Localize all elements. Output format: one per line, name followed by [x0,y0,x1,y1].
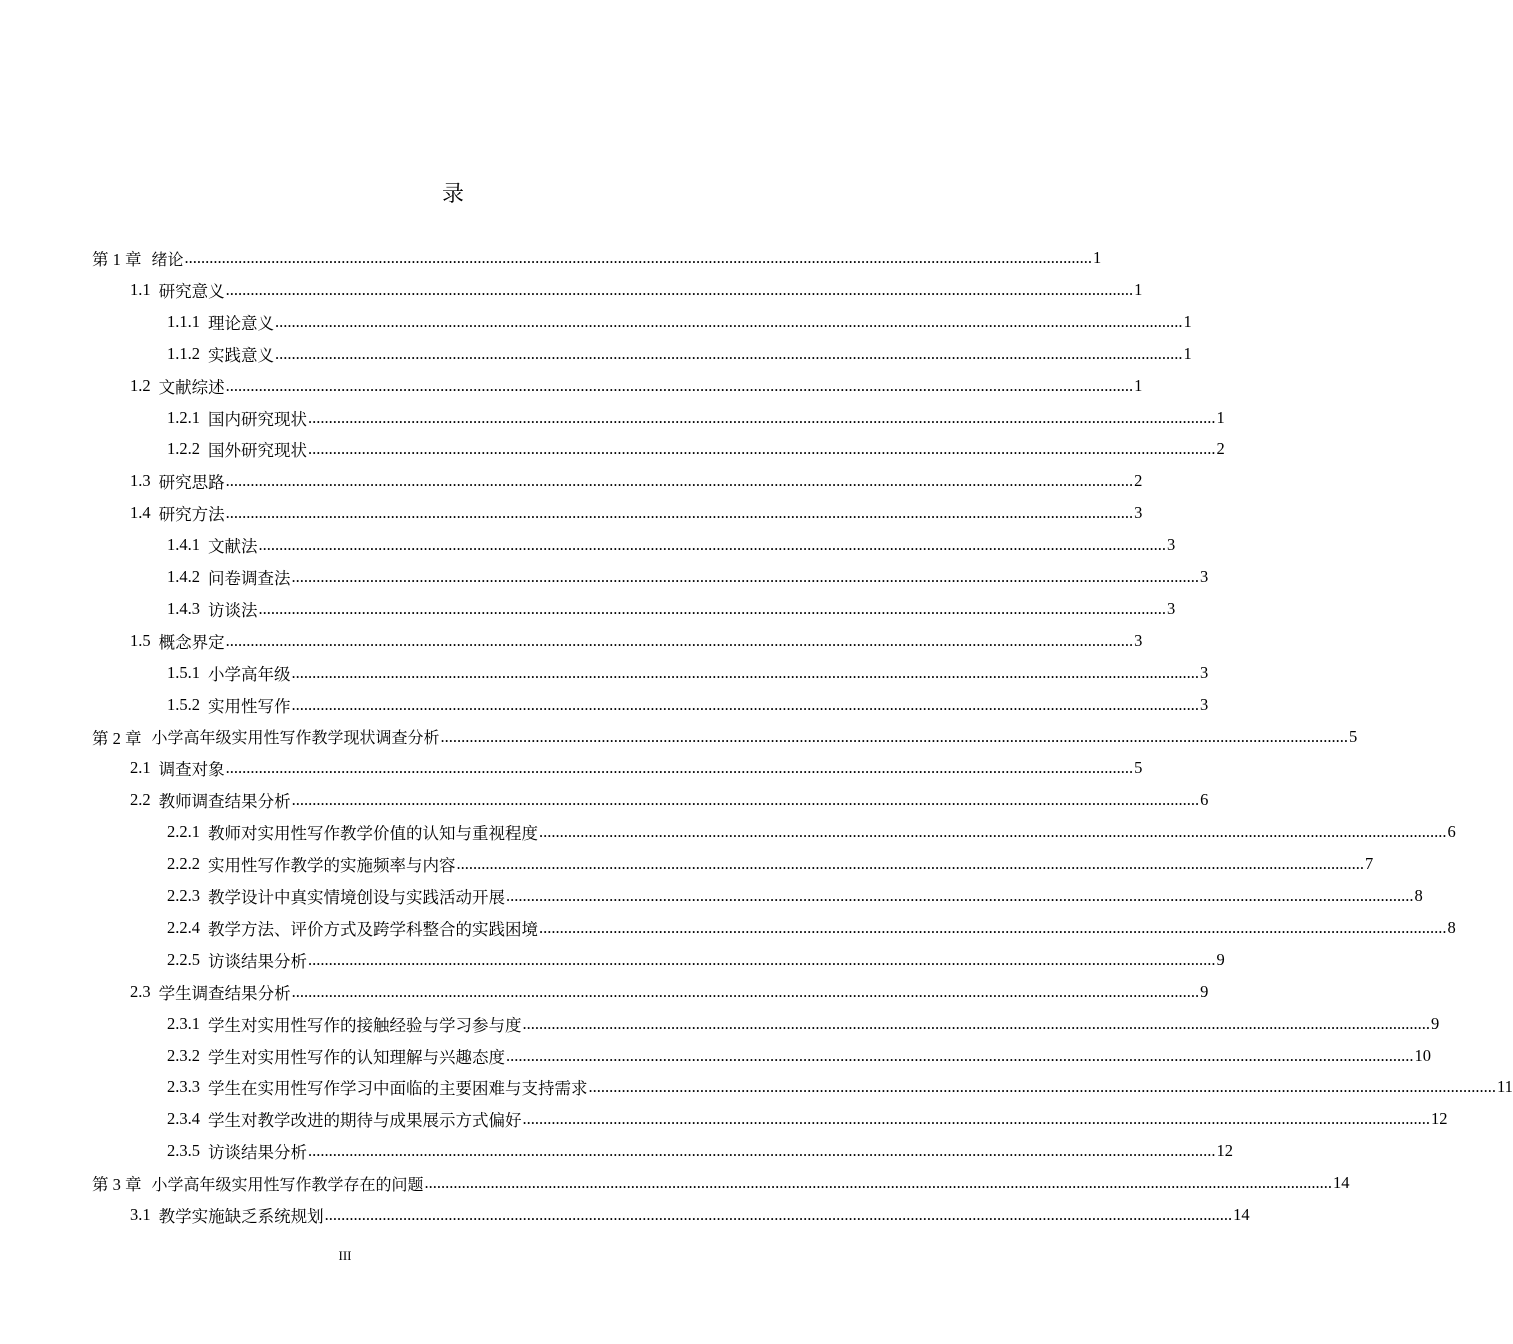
dot-leader: ............................................................................................................................................................................................................................ [258,535,1166,555]
dot-leader: ............................................................................................................................................................................................................................ [184,248,1093,267]
toc-entry-page: 3 [1167,598,1176,618]
toc-entry[interactable] [167,1135,1233,1167]
dot-leader: ............................................................................................................................................................................................................................ [225,375,1134,395]
toc-entry-number: 2.2.2 [167,854,200,874]
dot-leader: ............................................................................................................................................................................................................................ [308,949,1216,969]
toc-entry-page: 9 [1200,981,1209,1001]
toc-entry[interactable] [167,816,1456,848]
toc-entry[interactable] [167,593,1176,625]
toc-entry-label: 学生对实用性写作的接触经验与学习参与度 [208,1015,522,1035]
toc-entry-number: 1.2.2 [167,439,200,459]
toc-entry-label: 研究意义 [158,281,225,301]
toc-entry-page: 12 [1431,1109,1448,1129]
toc-entry-page: 1 [1183,343,1192,363]
toc-entry-page: 1 [1093,248,1102,267]
toc-entry[interactable] [130,465,1143,497]
toc-entry-page: 1 [1134,375,1143,395]
toc-entry-page: 3 [1134,630,1143,650]
toc-entry-page: 14 [1233,1205,1250,1224]
dot-leader: ............................................................................................................................................................................................................................ [424,1173,1333,1193]
toc-entry[interactable] [167,880,1423,912]
toc-entry-page: 2 [1216,439,1225,459]
toc-entry-label: 理论意义 [208,313,274,333]
toc-entry-number: 第 2 章 [92,728,142,748]
toc-entry-label: 访谈结果分析 [208,1143,307,1163]
toc-entry-number: 2.1 [130,758,151,778]
toc-entry[interactable] [130,784,1209,816]
toc-entry[interactable] [167,1040,1431,1072]
toc-entry-page: 3 [1200,694,1209,714]
toc-entry-page: 8 [1447,917,1456,937]
toc-entry-number: 3.1 [130,1205,151,1224]
toc-entry-label: 教学实施缺乏系统规划 [158,1207,324,1226]
dot-leader: ............................................................................................................................................................................................................................ [291,790,1200,810]
toc-entry-page: 14 [1333,1173,1350,1193]
toc-entry[interactable] [167,944,1225,976]
toc-entry[interactable] [167,306,1192,338]
dot-leader: ............................................................................................................................................................................................................................ [456,854,1364,874]
toc-entry-number: 2.3.4 [167,1109,200,1129]
dot-leader: ............................................................................................................................................................................................................................ [225,630,1134,650]
dot-leader: ............................................................................................................................................................................................................................ [225,471,1134,491]
toc-entry[interactable] [130,976,1209,1008]
toc-entry-label: 研究方法 [158,505,225,525]
toc-entry-label: 实践意义 [208,345,274,365]
toc-entry-number: 2.3 [130,981,151,1001]
dot-leader: ............................................................................................................................................................................................................................ [588,1077,1496,1097]
toc-entry-page: 1 [1134,279,1143,299]
toc-entry-label: 访谈结果分析 [208,951,307,971]
toc-entry-label: 国内研究现状 [208,409,307,429]
toc-entry[interactable] [130,1199,1250,1231]
toc-entry-label: 文献综述 [158,377,225,397]
toc-entry-number: 2.2.3 [167,886,200,905]
dot-leader: ............................................................................................................................................................................................................................ [291,662,1199,682]
toc-entry-label: 小学高年级实用性写作教学现状调查分析 [151,728,440,747]
toc-entry-number: 1.4.1 [167,535,200,555]
toc-entry-page: 5 [1349,726,1358,746]
toc-entry-label: 学生调查结果分析 [158,983,291,1003]
toc-entry-page: 1 [1216,407,1225,427]
toc-entry[interactable] [130,274,1143,306]
toc-entry[interactable] [167,689,1209,721]
toc-entry-number: 2.2 [130,790,151,810]
toc-entry-page: 9 [1216,949,1225,969]
dot-leader: ............................................................................................................................................................................................................................ [291,981,1200,1001]
dot-leader: ............................................................................................................................................................................................................................ [308,439,1216,459]
toc-entry[interactable] [167,912,1456,944]
toc-entry-page: 12 [1216,1141,1233,1161]
toc-entry-page: 2 [1134,471,1143,491]
toc-entry-label: 概念界定 [158,632,225,652]
toc-entry-label: 实用性写作 [208,696,291,716]
toc-entry-label: 实用性写作教学的实施频率与内容 [208,856,456,876]
toc-entry-number: 第 1 章 [92,250,142,269]
toc-entry-number: 1.5.1 [167,662,200,682]
toc-entry-page: 3 [1200,662,1209,682]
dot-leader: ............................................................................................................................................................................................................................ [522,1109,1430,1129]
dot-leader: ............................................................................................................................................................................................................................ [275,311,1183,331]
dot-leader: ............................................................................................................................................................................................................................ [308,1141,1216,1161]
toc-entry-label: 教学方法、评价方式及跨学科整合的实践困境 [208,919,538,939]
toc-entry-label: 学生在实用性写作学习中面临的主要困难与支持需求 [208,1079,588,1099]
toc-title: 录 [441,182,464,207]
toc-entry-number: 1.5.2 [167,694,200,714]
toc-entry-number: 2.3.3 [167,1077,200,1097]
toc-entry-label: 学生对实用性写作的认知理解与兴趣态度 [208,1047,505,1067]
toc-entry[interactable] [167,529,1176,561]
dot-leader: ............................................................................................................................................................................................................................ [308,407,1216,427]
toc-entry-page: 6 [1200,790,1209,810]
toc-entry-label: 调查对象 [158,760,225,780]
dot-leader: ............................................................................................................................................................................................................................ [324,1205,1233,1224]
dot-leader: ............................................................................................................................................................................................................................ [506,886,1414,905]
dot-leader: ............................................................................................................................................................................................................................ [506,1045,1414,1065]
toc-entry-page: 9 [1431,1013,1440,1033]
toc-entry-label: 教学设计中真实情境创设与实践活动开展 [208,888,505,907]
dot-leader: ............................................................................................................................................................................................................................ [440,726,1349,746]
toc-entry-page: 7 [1365,854,1374,874]
toc-entry[interactable] [167,657,1209,689]
toc-entry-number: 2.2.4 [167,917,200,937]
toc-entry[interactable] [167,1103,1448,1135]
dot-leader: ............................................................................................................................................................................................................................ [539,917,1447,937]
toc-entry[interactable] [130,497,1143,529]
toc-entry-label: 国外研究现状 [208,441,307,461]
toc-entry-label: 教师调查结果分析 [158,792,291,812]
toc-entry-number: 2.3.2 [167,1045,200,1065]
toc-entry-number: 1.4.3 [167,598,200,618]
dot-leader: ............................................................................................................................................................................................................................ [522,1013,1430,1033]
toc-entry-page: 11 [1497,1077,1513,1097]
toc-entry-number: 1.2 [130,375,151,395]
toc-entry-number: 2.3.1 [167,1013,200,1033]
toc-entry[interactable] [130,752,1143,784]
toc-entry-label: 教师对实用性写作教学价值的认知与重视程度 [208,824,538,844]
toc-entry-label: 研究思路 [158,473,225,493]
toc-entry-number: 1.5 [130,630,151,650]
toc-entry-page: 5 [1134,758,1143,778]
toc-entry-page: 6 [1447,822,1456,842]
toc-entry-number: 2.3.5 [167,1141,200,1161]
toc-entry-number: 第 3 章 [92,1175,142,1195]
toc-entry-label: 小学高年级 [208,664,291,684]
dot-leader: ............................................................................................................................................................................................................................ [225,503,1134,523]
dot-leader: ............................................................................................................................................................................................................................ [258,598,1166,618]
toc-entry-label: 绪论 [151,249,184,269]
toc-entry-number: 1.2.1 [167,407,200,427]
page-number-footer: III [338,1248,352,1263]
toc-entry-number: 1.1.1 [167,311,200,331]
toc-entry-label: 学生对教学改进的期待与成果展示方式偏好 [208,1111,522,1131]
toc-entry[interactable] [130,370,1143,402]
dot-leader: ............................................................................................................................................................................................................................ [291,567,1199,586]
toc-entry[interactable] [167,1071,1513,1103]
toc-entry-page: 3 [1134,503,1143,523]
toc-entry-page: 8 [1414,886,1423,905]
dot-leader: ............................................................................................................................................................................................................................ [225,279,1134,299]
toc-entry-page: 3 [1167,535,1176,555]
toc-entry-number: 1.1.2 [167,343,200,363]
toc-entry-page: 3 [1200,567,1209,586]
toc-entry-label: 文献法 [208,537,258,557]
toc-entry-number: 1.3 [130,471,151,491]
dot-leader: ............................................................................................................................................................................................................................ [539,822,1447,842]
toc-entry-number: 2.2.1 [167,822,200,842]
toc-entry-number: 1.4 [130,503,151,523]
toc-entry-label: 访谈法 [208,600,258,620]
toc-entry[interactable] [92,1167,1350,1199]
toc-entry-label: 小学高年级实用性写作教学存在的问题 [151,1174,424,1194]
toc-entry[interactable] [130,625,1143,657]
toc-entry[interactable] [92,721,1358,753]
dot-leader: ............................................................................................................................................................................................................................ [275,343,1183,363]
toc-entry[interactable] [92,242,1102,274]
toc-entry[interactable] [167,402,1225,434]
toc-entry[interactable] [167,848,1374,880]
toc-entry-label: 问卷调查法 [208,569,291,588]
toc-entry-number: 1.4.2 [167,567,200,586]
toc-entry[interactable] [167,433,1225,465]
toc-entry[interactable] [167,1008,1440,1040]
toc-entry-page: 10 [1414,1045,1431,1065]
toc-entry-number: 2.2.5 [167,949,200,969]
dot-leader: ............................................................................................................................................................................................................................ [291,694,1199,714]
dot-leader: ............................................................................................................................................................................................................................ [225,758,1134,778]
toc-entry-number: 1.1 [130,279,151,299]
toc-entry-page: 1 [1183,311,1192,331]
toc-entry[interactable] [167,561,1209,593]
toc-entry[interactable] [167,338,1192,370]
